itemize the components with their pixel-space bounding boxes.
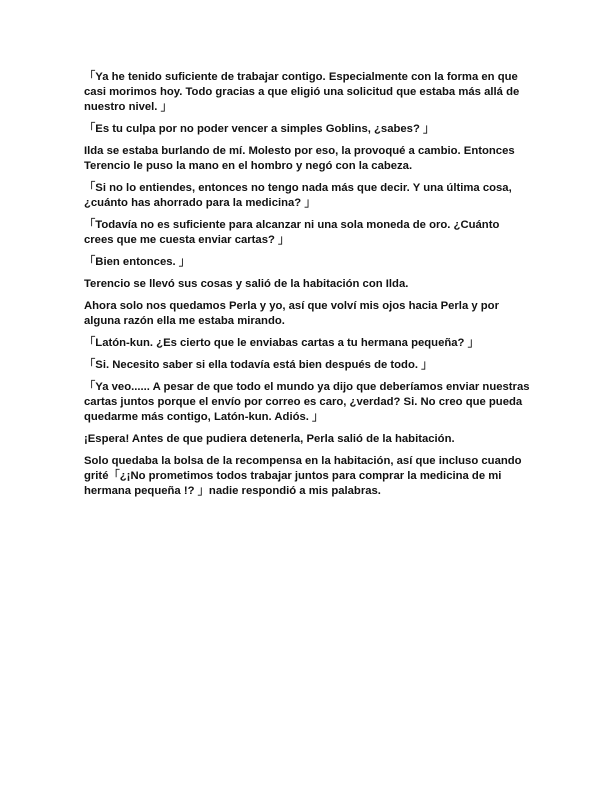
paragraph-4: 「Si no lo entiendes, entonces no tengo nada más que decir. Y una última cosa, ¿cuánto has ahorrado para la medicina? 」 (84, 182, 512, 209)
paragraph-2: 「Es tu culpa por no poder vencer a simples Goblins, ¿sabes? 」 (84, 123, 435, 135)
document-body (84, 70, 530, 506)
paragraph-10: 「Si. Necesito saber si ella todavía está bien después de todo. 」 (84, 359, 433, 371)
paragraph-1: 「Ya he tenido suficiente de trabajar contigo. Especialmente con la forma en que casi morimos hoy. Todo gracias a que eligió una solicitud que estaba más allá de nuestro nivel. 」 (84, 71, 520, 113)
paragraph-5: 「Todavía no es suficiente para alcanzar ni una sola moneda de oro. ¿Cuánto crees que me cuesta enviar cartas? 」 (84, 219, 500, 246)
paragraph-11: 「Ya veo...... A pesar de que todo el mundo ya dijo que deberíamos enviar nuestras cartas juntos porque el envío por correo es caro, ¿verdad? Si. No creo que pueda quedarme más contigo, Latón-kun. Adiós. 」 (84, 381, 530, 423)
paragraph-6: 「Bien entonces. 」 (84, 256, 191, 268)
paragraph-7: Terencio se llevó sus cosas y salió de la habitación con Ilda. (84, 278, 409, 290)
paragraph-9: 「Latón-kun. ¿Es cierto que le enviabas cartas a tu hermana pequeña? 」 (84, 337, 479, 349)
paragraph-3: Ilda se estaba burlando de mí. Molesto por eso, la provoqué a cambio. Entonces Terencio le puso la mano en el hombro y negó con la cabeza. (84, 145, 515, 172)
paragraph-12: ¡Espera! Antes de que pudiera detenerla, Perla salió de la habitación. (84, 433, 455, 445)
paragraph-13: Solo quedaba la bolsa de la recompensa en la habitación, así que incluso cuando grité「¿¡No prometimos todos trabajar juntos para comprar la medicina de mi hermana pequeña !? 」nadie respondió a mis palabras. (84, 455, 522, 497)
paragraph-8: Ahora solo nos quedamos Perla y yo, así que volví mis ojos hacia Perla y por alguna razón ella me estaba mirando. (84, 300, 499, 327)
